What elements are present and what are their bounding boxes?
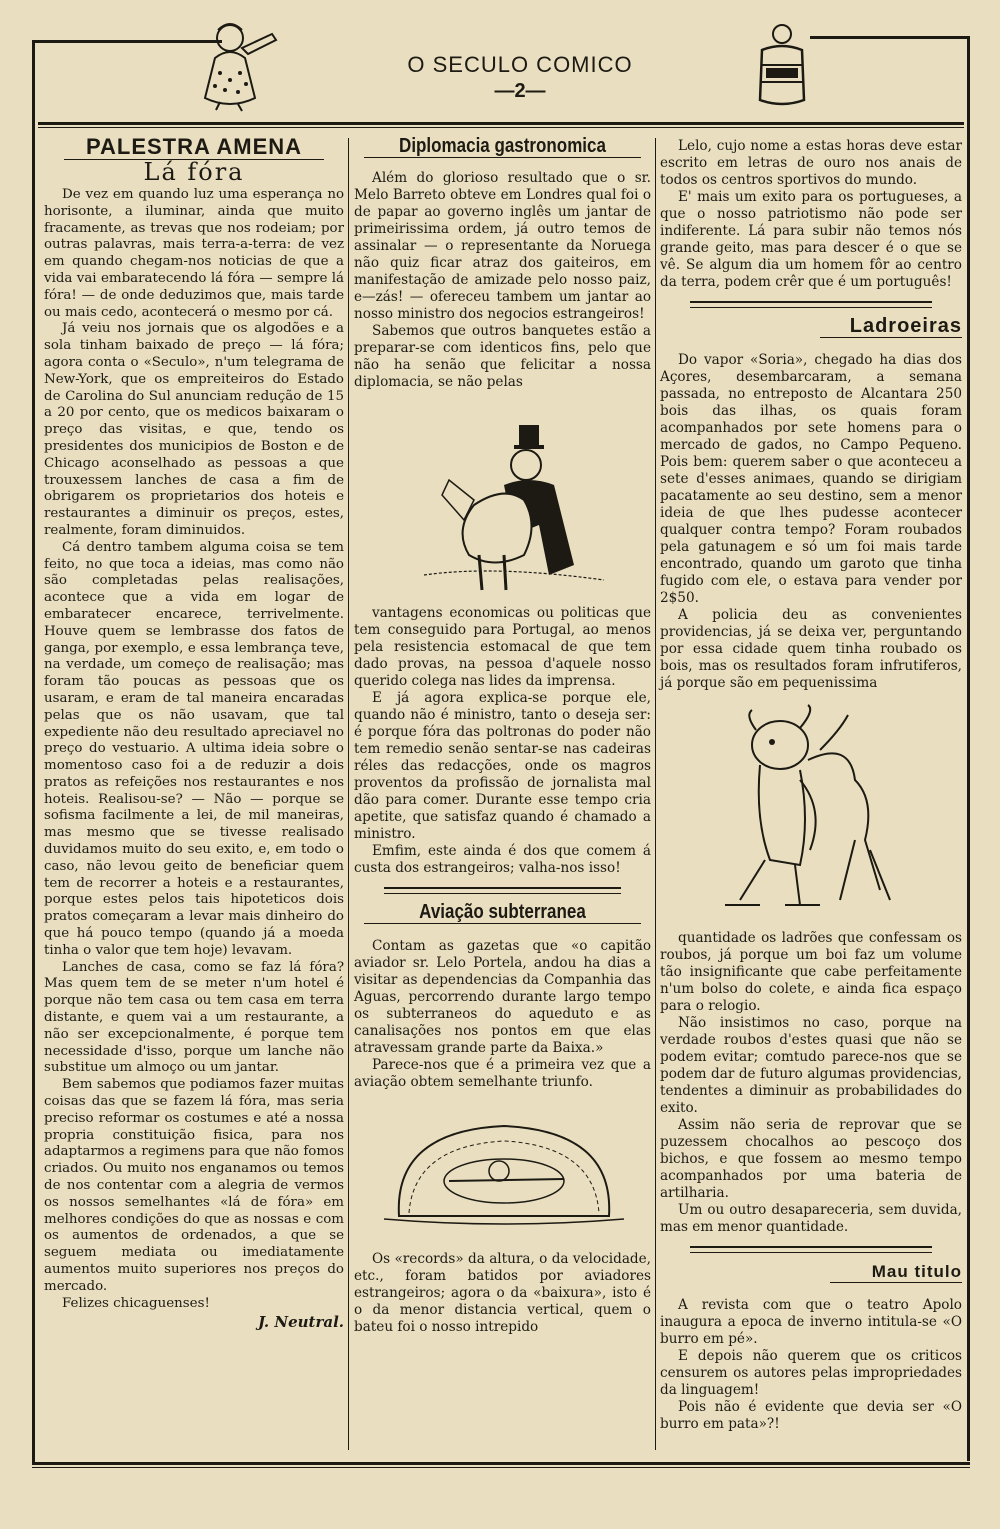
paragraph: Parece-nos que é a primeira vez que a aviação obtem semelhante triunfo. [354, 1057, 651, 1090]
top-rule-right [810, 36, 970, 39]
paragraph: Os «records» da altura, o da velocidade, etc., foram batidos por aviadores estrangeiros; agora o da «baixura», isto é o da menor distancia vertical, quem o bateu foi o nosso intrepido [354, 1251, 651, 1335]
article-heading-ladroeiras: Ladroeiras [849, 315, 962, 337]
paragraph: A revista com que o teatro Apolo inaugura a epoca de inverno intitula-se «O burro em pé». [660, 1297, 962, 1347]
article-separator [690, 1246, 932, 1253]
bottom-rule-thin [32, 1467, 970, 1468]
article-heading-palestra-amena: PALESTRA AMENA [85, 134, 303, 159]
diplomat-cartoon [354, 405, 651, 605]
paragraph: Um ou outro desapareceria, sem duvida, mas em menor quantidade. [660, 1202, 962, 1235]
article-heading-diplomacia: Diplomacia gastronomica [399, 135, 606, 157]
barrel-figure-icon [752, 20, 812, 110]
article-body-palestra-amena [44, 187, 344, 1312]
column-middle [354, 135, 651, 1336]
paragraph: E' mais um exito para os portugueses, a que o nosso patriotismo não pode ser indiferente. Lá para subir não temos nós grande geito, mas para descer é o que se vê. Se algum dia um homem fôr ao centro da terra, podem crêr que é um português! [660, 189, 962, 290]
article-body-aviacao-part2 [354, 1251, 651, 1336]
paragraph: Cá dentro tambem alguma coisa se tem feito, no que toca a ideias, mas como não são completadas pelas realisações, acontece que a vida em logar de embaratecer encarece, terrivelmente. Houve quem se lembrasse dos fatos de ganga, por exemplo, e essa lembrança teve, na verdade, um começo de realisação; mas foram tão poucas as pessoas que os usaram, e eram de tal maneira encaradas pelas que os não usavam, que tal expediente não deu resultado apreciavel no preço do vestuario. A ultima ideia sobre o momentoso caso foi a de reduzir a dois pratos as refeições nos restaurantes e nos hoteis. Realisou-se? — Não — porque se sofisma facilmente a lei, de mil maneiras, mas mesmo que se tivesse realisado duvidamos muito do seu exito, e, em todo o caso, não levou geito de beneficiar quem tem de recorrer a hoteis e a restaurantes, porque estes pelos tais hipoteticos dois pratos começaram a levar mais dinheiro do que há pouco tempo (quando já a moeda tinha o valor que tem hoje) levavam. [44, 539, 344, 958]
paragraph: Além do glorioso resultado que o sr. Melo Barreto obteve em Londres qual foi o de papar ao governo inglês um jantar de primeirissima ordem, já outro temos de assinalar — o representante da Noruega não quiz ficar atraz dos gaiteiros, em manifestação de amizade pelo nosso paiz, e—zás! — ofereceu tambem um jantar ao nosso ministro dos negocios estrangeiros! [354, 170, 651, 322]
article-separator [690, 301, 932, 308]
paragraph: Do vapor «Soria», chegado ha dias dos Açores, desembarcaram, a semana passada, no entreposto de Alcantara 250 bois das ilhas, os quais foram acompanhados por sete homens para o mercado de gados, no Campo Pequeno. Pois bem: querem saber o que aconteceu a sete d'esses animaes, quando se dirigiam pacatamente ao seu destino, sem a menor ideia de que lhes pudesse acontecer qualquer contra tempo? Foram roubados pela gatunagem e só um foi mais tarde encontrado, quando um garoto que tinha fugido com ele, o estava para vender por 2$50. [660, 352, 962, 606]
column-divider-1 [348, 138, 349, 1450]
article-body-diplomacia-part1 [354, 170, 651, 391]
paragraph: Pois não é evidente que devia ser «O burro em pata»?! [660, 1399, 962, 1432]
paragraph: vantagens economicas ou politicas que tem conseguido para Portugal, ao menos pela resistencia estomacal de que tem dado provas, na pessoa d'aquele nosso querido colega nas lides da imprensa. [354, 605, 651, 689]
paragraph: quantidade os ladrões que confessam os roubos, já porque um boi faz um volume tão insignificante que cabe perfeitamente n'um bolso do colete, e ainda fica espaço para o relogio. [660, 930, 962, 1014]
article-body-aviacao-part1 [354, 938, 651, 1091]
article-body-ladroeiras-part1 [660, 352, 962, 692]
paragraph: Assim não seria de reprovar que se puzessem chocalhos ao pescoço dos bichos, e que fossem ao mesmo tempo acompanhados por uma bateria de artilharia. [660, 1117, 962, 1201]
paragraph: Felizes chicaguenses! [62, 1295, 210, 1311]
paragraph: Não insistimos no caso, porque na verdade roubos d'estes quasi que não se podem evitar; comtudo parece-nos que se podem dar de futuro algumas providencias, tendentes a diminuir as probabilidades do exito. [660, 1015, 962, 1116]
paragraph: E já agora explica-se porque ele, quando não é ministro, tanto o deseja ser: é porque fóra das poltronas do poder não tem remedio senão sentar-se nas cadeiras réles das redacções, onde os magros proventos da profissão de jornalista mal dão para comer. Durante esse tempo cria apetite, que satisfaz quando é chamado a ministro. [354, 690, 651, 842]
paragraph: Emfim, este ainda é dos que comem á custa dos estrangeiros; valha-nos isso! [354, 843, 651, 876]
article-separator [384, 887, 621, 894]
column-right [660, 138, 962, 1433]
masthead [330, 52, 710, 103]
article-body-ladroeiras-part2 [660, 930, 962, 1236]
article-body-aviacao-continued [660, 138, 962, 291]
paragraph: De vez em quando luz uma esperança no horisonte, a iluminar, ainda que muito fracamente, as trevas que nos rodeiam; por outras palavras, mais terra-a-terra: de vez em quando chegam-nos noticias de que a vida vai embaratecendo lá fóra — sempre lá fóra! — de onde deduzimos que, mais tarde ou mais cedo, acontecerá o mesmo por cá. [44, 187, 344, 320]
article-heading-mau-titulo: Mau titulo [871, 1262, 962, 1281]
article-body-mau-titulo [660, 1297, 962, 1433]
paragraph: Sabemos que outros banquetes estão a preparar-se com identicos fins, pelo que não ha senão que felicitar a nossa diplomacia, se não pelas [354, 323, 651, 390]
ox-thief-cartoon [660, 700, 962, 930]
girl-with-bottle-icon [190, 18, 280, 113]
aviator-tunnel-cartoon [354, 1101, 651, 1241]
paragraph: E depois não querem que os criticos censurem os autores pelas impropriedades da linguagem! [660, 1348, 962, 1398]
column-palestra-amena [44, 134, 344, 1332]
paragraph: Já veiu nos jornais que os algodões e a sola tinham baixado de preço — lá fóra; agora conta o «Seculo», n'um telegrama de New-York, que os empreiteiros do Estado de Carolina do Sul anunciam redução de 15 a 20 por cento, que os medicos baixaram o preço das visitas, e que, tendo os presidentes dos municipios de Boston e de Chicago aconselhado as pessoas a que trouxessem lanches de casa a fim de obrigarem os proprietarios dos hoteis e restaurantes a diminuir os preços, estes, realmente, foram diminuidos. [44, 321, 344, 538]
bottom-rule [32, 1462, 970, 1465]
article-subheading-la-fora: Lá fóra [143, 158, 245, 186]
masthead-title: O SECULO COMICO [407, 52, 633, 77]
left-border [32, 40, 35, 1465]
page-number: —2— [494, 80, 546, 102]
right-border [967, 36, 970, 1461]
paragraph: Lelo, cujo nome a estas horas deve estar escrito em letras de ouro nos anais de todos os centros sportivos do mundo. [660, 138, 962, 188]
paragraph: Lanches de casa, como se faz lá fóra? Mas quem tem de se meter n'um hotel é porque não tem casa ou tem casa em terra distante, e quem vai a um restaurante, a não ser excepcionalmente, é porque tem necessidade d'isso, porque um lanche não substitue um almoço ou um jantar. [44, 959, 344, 1076]
column-divider-2 [655, 138, 656, 1450]
paragraph: Contam as gazetas que «o capitão aviador sr. Lelo Portela, andou ha dias a visitar as dependencias da Companhia das Aguas, percorrendo durante largo tempo os subterraneos do aqueduto e as canalisações nos pontos em que elas atravessam grande parte da Baixa.» [354, 938, 651, 1056]
masthead-rule-thin [38, 127, 964, 128]
masthead-rule [38, 122, 964, 125]
article-signature: J. Neutral. [257, 1313, 344, 1332]
article-heading-aviacao: Aviação subterranea [419, 901, 586, 923]
article-body-diplomacia-part2 [354, 605, 651, 877]
paragraph: Bem sabemos que podiamos fazer muitas coisas das que se fazem lá fóra, mas seria preciso reformar os costumes e até a nossa propria constituição fisica, para nos adaptarmos a regimens para que não fomos criados. Ou muito nos enganamos ou temos de nos contentar com a alegria de vermos os nossos semelhantes «lá de fóra» em melhores condições do que as nossas e com os aumentos de ordenados, a que se seguem mediata ou imediatamente aumentos muito superiores nos preços do mercado. [44, 1077, 344, 1294]
paragraph: A policia deu as convenientes providencias, já se deixa ver, perguntando por essa cidade quem tinha roubado os bois, mas os resultados foram infrutiferos, já porque são em pequenissima [660, 607, 962, 691]
